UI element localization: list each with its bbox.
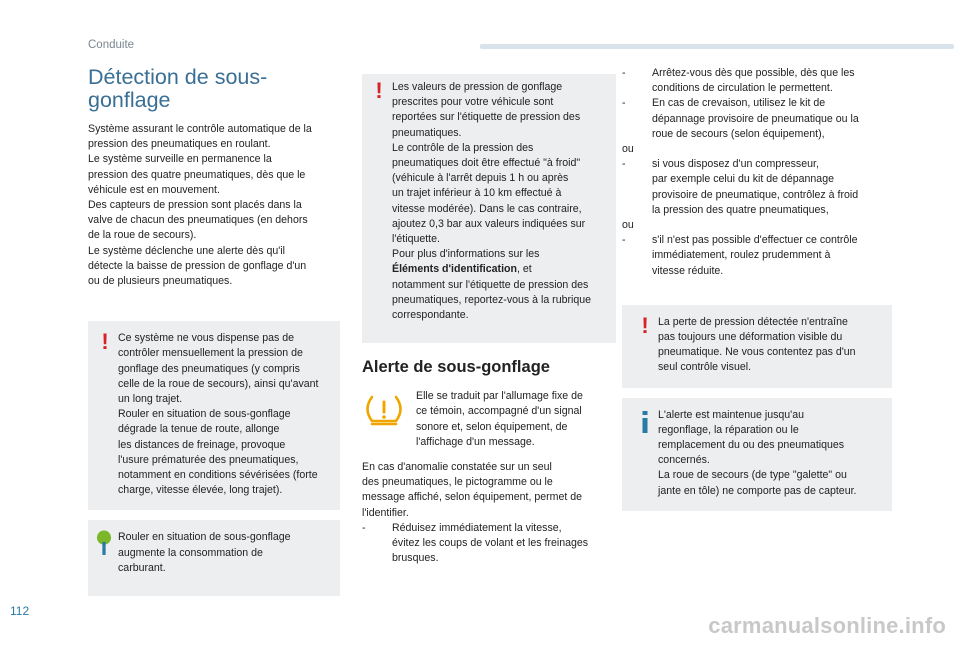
text-line: l'identifier. bbox=[362, 506, 409, 519]
text-line: correspondante. bbox=[392, 309, 469, 322]
text-line: véhicule est en mouvement. bbox=[88, 183, 220, 196]
text-line: concernés. bbox=[658, 454, 710, 467]
anomaly-paragraph bbox=[362, 460, 616, 521]
text-line: ce témoin, accompagné d'un signal bbox=[416, 405, 582, 418]
text-line: les distances de freinage, provoque bbox=[118, 438, 286, 451]
text-line: sonore et, selon équipement, de bbox=[416, 420, 568, 433]
list-item bbox=[622, 157, 892, 218]
list-item bbox=[622, 66, 892, 96]
text-line: un trajet inférieur à 10 km effectué à bbox=[392, 187, 562, 200]
section-label: Conduite bbox=[88, 39, 135, 51]
text-line: pression des quatre pneumatiques, dès que le bbox=[88, 168, 306, 181]
text-line: pneumatiques. bbox=[392, 126, 462, 139]
text-line: vitesse réduite. bbox=[652, 264, 724, 277]
alert-description bbox=[362, 389, 616, 450]
column-2 bbox=[362, 74, 616, 566]
text-line: détecte la baisse de pression de gonflage d'un bbox=[88, 259, 307, 272]
text-line: Le contrôle de la pression des bbox=[392, 141, 534, 154]
text-line: contrôler mensuellement la pression de bbox=[118, 347, 303, 360]
exclamation-warning-icon: ! bbox=[641, 312, 649, 338]
list-item bbox=[362, 521, 616, 567]
text-line: brusques. bbox=[392, 552, 439, 565]
text-line: carburant. bbox=[118, 561, 166, 574]
list-dash: - bbox=[362, 521, 366, 534]
text-line: pneumatiques doit être effectué "à froid" bbox=[392, 157, 581, 170]
title-line: Détection de sous- bbox=[88, 65, 268, 89]
title-line: gonflage bbox=[88, 88, 171, 112]
text-line: pneumatique. Ne vous contentez pas d'un bbox=[658, 346, 856, 359]
text-line: la pression des quatre pneumatiques, bbox=[652, 203, 829, 216]
text-line: Rouler en situation de sous-gonflage bbox=[118, 408, 291, 421]
text-line: pression des pneumatiques en roulant. bbox=[88, 138, 271, 151]
section-title: Alerte de sous-gonflage bbox=[362, 358, 550, 377]
text-line: pas toujours une déformation visible du bbox=[658, 331, 843, 344]
text-line: jante en tôle) ne comporte pas de capteur. bbox=[658, 484, 857, 497]
text-line: Le système déclenche une alerte dès qu'il bbox=[88, 244, 285, 257]
text-line: un long trajet. bbox=[118, 393, 183, 406]
text-line: l'étiquette. bbox=[392, 233, 440, 246]
info-box bbox=[622, 398, 892, 511]
text-line: prescrites pour votre véhicule sont bbox=[392, 96, 554, 109]
exclamation-warning-icon: ! bbox=[101, 329, 109, 355]
text-line: augmente la consommation de bbox=[118, 546, 263, 559]
text-line: regonflage, la réparation ou le bbox=[658, 423, 799, 436]
list-item bbox=[622, 96, 892, 142]
warning-box bbox=[622, 305, 892, 388]
text-line: des pneumatiques, le pictogramme ou le bbox=[362, 476, 553, 489]
or-separator: ou bbox=[622, 219, 634, 232]
text-line: valve de chacun des pneumatiques (en dehors bbox=[88, 214, 308, 227]
text-line: l'affichage d'un message. bbox=[416, 435, 535, 448]
text-line: Ce système ne vous dispense pas de bbox=[118, 332, 295, 345]
text-line: dépannage provisoire de pneumatique ou la bbox=[652, 112, 859, 125]
tree-eco-icon bbox=[96, 530, 112, 556]
text-line: reportées sur l'étiquette de pression des bbox=[392, 111, 581, 124]
exclamation-warning-icon: ! bbox=[375, 78, 383, 103]
text-line: s'il n'est pas possible d'effectuer ce contrôle bbox=[652, 234, 858, 247]
text-line: Système assurant le contrôle automatique de la bbox=[88, 123, 312, 135]
text-line: Réduisez immédiatement la vitesse, bbox=[392, 521, 562, 534]
text-line: Des capteurs de pression sont placés dans la bbox=[88, 199, 302, 212]
text-line: Elle se traduit par l'allumage fixe de bbox=[416, 390, 583, 403]
eco-box bbox=[88, 520, 340, 596]
text-line: l'usure prématurée des pneumatiques, bbox=[118, 453, 299, 466]
text-line: vitesse modérée). Dans le cas contraire, bbox=[392, 202, 582, 215]
text-line: remplacement du ou des pneumatiques bbox=[658, 439, 845, 452]
text-line: celle de la roue de secours), ainsi qu'avant bbox=[118, 377, 319, 390]
text-line: message affiché, selon équipement, permet de bbox=[362, 491, 583, 504]
intro-paragraph bbox=[88, 122, 340, 289]
text-line: Le système surveille en permanence la bbox=[88, 153, 272, 166]
column-1 bbox=[88, 66, 340, 596]
text-line: La roue de secours (de type "galette" ou bbox=[658, 469, 847, 482]
column-3 bbox=[622, 66, 892, 511]
text-line bbox=[392, 262, 604, 277]
text-line: dégrade la tenue de route, allonge bbox=[118, 423, 280, 436]
text-line: évitez les coups de volant et les freinages bbox=[392, 537, 589, 550]
info-icon bbox=[638, 410, 652, 434]
text-line: par exemple celui du kit de dépannage bbox=[652, 173, 834, 186]
watermark: carmanualsonline.info bbox=[708, 613, 946, 638]
text-line: seul contrôle visuel. bbox=[658, 361, 752, 374]
text-line: Pour plus d'informations sur les bbox=[392, 248, 540, 261]
list-dash: - bbox=[622, 234, 626, 247]
text-line: ou de plusieurs pneumatiques. bbox=[88, 275, 233, 288]
text-line: Arrêtez-vous dès que possible, dès que les bbox=[652, 67, 855, 79]
text-fragment: , et bbox=[516, 263, 532, 276]
text-line: La perte de pression détectée n'entraîne bbox=[658, 315, 848, 328]
text-line: En cas de crevaison, utilisez le kit de bbox=[652, 97, 826, 110]
list-dash: - bbox=[622, 158, 626, 171]
text-line: En cas d'anomalie constatée sur un seul bbox=[362, 461, 552, 474]
text-line: notamment sur l'étiquette de pression des bbox=[392, 278, 589, 291]
text-line: (véhicule à l'arrêt depuis 1 h ou après bbox=[392, 172, 569, 185]
tire-pressure-warning-icon bbox=[364, 393, 404, 427]
list-dash: - bbox=[622, 67, 626, 79]
list-dash: - bbox=[622, 97, 626, 110]
warning-box bbox=[88, 321, 340, 510]
text-line: conditions de circulation le permettent. bbox=[652, 82, 833, 95]
page-number: 112 bbox=[10, 604, 30, 618]
or-separator: ou bbox=[622, 143, 634, 156]
text-line: charge, vitesse élevée, long trajet). bbox=[118, 484, 283, 497]
text-line: de la roue de secours). bbox=[88, 229, 197, 242]
text-line: roue de secours (selon équipement), bbox=[652, 127, 825, 140]
text-line: notamment en conditions sévérisées (forte bbox=[118, 469, 318, 482]
text-line: si vous disposez d'un compresseur, bbox=[652, 158, 819, 171]
header-rule bbox=[480, 44, 954, 49]
text-line: L'alerte est maintenue jusqu'au bbox=[658, 408, 804, 421]
text-line: Les valeurs de pression de gonflage bbox=[392, 81, 563, 93]
list-item bbox=[622, 233, 892, 279]
page-title bbox=[88, 66, 340, 112]
text-line: provisoire de pneumatique, contrôlez à froid bbox=[652, 188, 859, 201]
warning-box bbox=[362, 74, 616, 343]
cross-reference-link[interactable]: Éléments d'identification bbox=[392, 263, 517, 276]
text-line: pneumatiques, reportez-vous à la rubrique bbox=[392, 293, 592, 306]
text-line: immédiatement, roulez prudemment à bbox=[652, 249, 831, 262]
text-line: gonflage des pneumatiques (y compris bbox=[118, 362, 300, 375]
text-line: Rouler en situation de sous-gonflage bbox=[118, 531, 291, 544]
text-line: ajoutez 0,3 bar aux valeurs indiquées sur bbox=[392, 217, 586, 230]
